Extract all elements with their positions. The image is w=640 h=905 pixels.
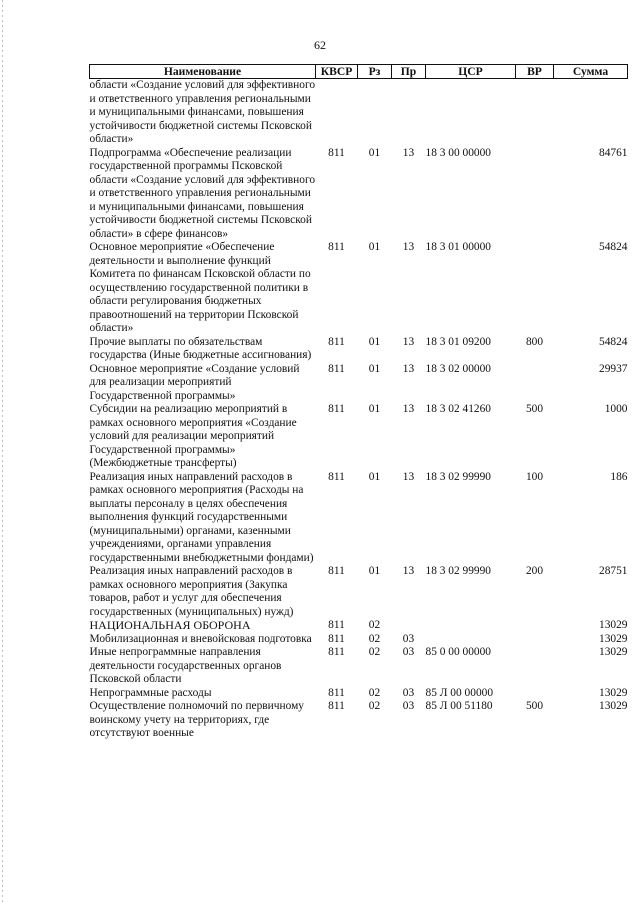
cell-kvsr: 811 — [328, 146, 345, 159]
cell-sum: 13029 — [599, 632, 628, 645]
table-row — [90, 241, 628, 336]
cell-rz: 02 — [368, 686, 381, 699]
cell-name: Реализация иных направлений расходов в рамках основного мероприятия (Расходы на выплаты персоналу в целях обеспечения выполнения функций государственными (муниципальными) органами, казенными учреждениями, органами управления государственными внебюджетными фондами) — [89, 470, 314, 564]
cell-csr: 18 3 02 41260 — [425, 403, 491, 415]
cell-pr: 13 — [402, 565, 415, 577]
cell-pr: 13 — [402, 362, 415, 375]
cell-vr — [516, 79, 554, 147]
cell-name: Иные непрограммные направления деятельности государственных органов Псковской области — [89, 646, 282, 685]
table-row — [90, 147, 628, 242]
table-row — [90, 565, 628, 619]
cell-pr — [392, 619, 426, 633]
cell-rz: 01 — [368, 565, 381, 577]
cell-name: Реализация иных направлений расходов в рамках основного мероприятия (Закупка товаров, работ и услуг для обеспечения государственных (муниципальных) нужд) — [89, 565, 294, 618]
cell-pr: 13 — [402, 403, 415, 415]
cell-sum: 1000 — [604, 403, 628, 415]
cell-rz: 02 — [368, 632, 381, 645]
cell-name: Мобилизационная и вневойсковая подготовка — [89, 632, 312, 645]
cell-sum: 186 — [610, 470, 628, 483]
cell-vr — [516, 147, 554, 242]
cell-csr — [426, 633, 516, 647]
cell-rz: 02 — [368, 619, 381, 631]
scan-margin-line — [2, 0, 3, 905]
cell-kvsr: 811 — [328, 700, 345, 712]
cell-vr: 500 — [525, 403, 544, 415]
cell-sum — [554, 79, 628, 147]
cell-sum: 13029 — [599, 686, 628, 699]
cell-csr: 85 0 00 00000 — [425, 646, 491, 658]
cell-kvsr: 811 — [328, 470, 345, 483]
cell-name: Основное мероприятие «Обеспечение деятельности и выполнение функций Комитета по финансам Псковской области по осуществлению государственной политики в области регулирования бюджетных правоотношений на территории Псковской области» — [89, 241, 311, 334]
cell-sum: 54824 — [599, 335, 628, 348]
cell-kvsr: 811 — [328, 403, 345, 415]
header-sum: Сумма — [554, 65, 628, 79]
cell-name: НАЦИОНАЛЬНАЯ ОБОРОНА — [89, 618, 251, 632]
cell-sum: 13029 — [599, 619, 628, 631]
cell-kvsr: 811 — [328, 646, 345, 658]
table-row — [90, 471, 628, 566]
cell-pr: 03 — [402, 686, 415, 699]
cell-rz: 01 — [368, 403, 381, 415]
cell-csr: 18 3 02 99990 — [425, 565, 491, 577]
header-kvsr: КВСР — [316, 65, 358, 79]
table-row — [90, 363, 628, 404]
header-rz: Рз — [358, 65, 392, 79]
cell-vr: 200 — [525, 565, 544, 577]
cell-vr: 800 — [525, 335, 544, 348]
cell-sum: 28751 — [599, 565, 628, 577]
cell-csr — [426, 619, 516, 633]
cell-name: Основное мероприятие «Создание условий для реализации мероприятий Государственной программы» — [89, 362, 300, 402]
header-csr: ЦСР — [426, 65, 516, 79]
cell-vr — [516, 619, 554, 633]
cell-sum: 13029 — [599, 700, 628, 712]
cell-name: Непрограммные расходы — [89, 686, 212, 699]
cell-rz: 01 — [368, 146, 381, 159]
table-row — [90, 79, 628, 147]
cell-name: Прочие выплаты по обязательствам государства (Иные бюджетные ассигнования) — [89, 335, 312, 361]
cell-csr: 18 3 00 00000 — [425, 146, 491, 159]
cell-csr — [426, 79, 516, 147]
cell-kvsr: 811 — [328, 619, 345, 631]
table-header-row — [90, 65, 628, 79]
table-row — [90, 687, 628, 701]
header-vr: ВР — [516, 65, 554, 79]
cell-rz — [358, 79, 392, 147]
cell-name: Субсидии на реализацию мероприятий в рамках основного мероприятия «Создание условий для реализации мероприятий Государственной программы» (Межбюджетные трансферты) — [89, 403, 297, 469]
budget-table — [89, 64, 628, 741]
table-row — [90, 619, 628, 633]
cell-kvsr: 811 — [328, 565, 345, 577]
page-number: 62 — [314, 38, 326, 52]
cell-kvsr: 811 — [328, 632, 345, 645]
cell-name: Осуществление полномочий по первичному воинскому учету на территориях, где отсутствуют военные — [89, 700, 304, 739]
cell-rz: 01 — [368, 335, 381, 348]
header-name: Наименование — [90, 65, 316, 79]
table-row — [90, 646, 628, 687]
cell-pr: 13 — [402, 335, 415, 348]
cell-rz: 01 — [368, 470, 381, 483]
header-pr: Пр — [392, 65, 426, 79]
cell-kvsr: 811 — [328, 335, 345, 348]
cell-csr: 85 Л 00 51180 — [425, 700, 493, 712]
cell-rz: 02 — [368, 700, 381, 712]
cell-vr — [516, 687, 554, 701]
cell-kvsr — [316, 79, 358, 147]
cell-vr — [516, 633, 554, 647]
cell-kvsr: 811 — [328, 241, 345, 253]
cell-pr: 03 — [402, 700, 415, 712]
cell-name: области «Создание условий для эффективного и ответственного управления региональными и муниципальными финансами, повышения устойчивости бюджетной системы Псковской области» — [89, 79, 316, 145]
table-row — [90, 633, 628, 647]
cell-kvsr: 811 — [328, 686, 345, 699]
cell-csr: 85 Л 00 00000 — [425, 686, 494, 699]
cell-pr: 13 — [402, 241, 415, 253]
cell-pr: 13 — [402, 470, 415, 483]
cell-vr — [516, 363, 554, 404]
cell-rz: 02 — [368, 646, 381, 658]
cell-csr: 18 3 02 99990 — [425, 470, 491, 483]
table-row — [90, 700, 628, 741]
cell-vr: 500 — [525, 700, 544, 712]
cell-sum: 54824 — [599, 241, 628, 253]
cell-sum: 29937 — [599, 362, 628, 375]
cell-csr: 18 3 01 00000 — [425, 241, 491, 253]
cell-sum: 84761 — [599, 146, 628, 159]
table-row — [90, 403, 628, 471]
cell-name: Подпрограмма «Обеспечение реализации государственной программы Псковской области «Создание условий для эффективного и ответственного управления региональными и муниципальными финансами, повышения устойчивости бюджетной системы Псковской области» в сфере финансов» — [89, 146, 316, 240]
cell-vr — [516, 241, 554, 336]
cell-vr: 100 — [525, 470, 544, 483]
cell-vr — [516, 646, 554, 687]
cell-pr — [392, 79, 426, 147]
cell-rz: 01 — [368, 362, 381, 375]
cell-pr: 03 — [402, 646, 415, 658]
table-row — [90, 336, 628, 363]
cell-csr: 18 3 02 00000 — [425, 362, 491, 375]
cell-sum: 13029 — [599, 646, 628, 658]
cell-pr: 03 — [402, 632, 415, 645]
cell-rz: 01 — [368, 241, 381, 253]
cell-csr: 18 3 01 09200 — [425, 335, 491, 348]
cell-pr: 13 — [402, 146, 415, 159]
cell-kvsr: 811 — [328, 362, 345, 375]
